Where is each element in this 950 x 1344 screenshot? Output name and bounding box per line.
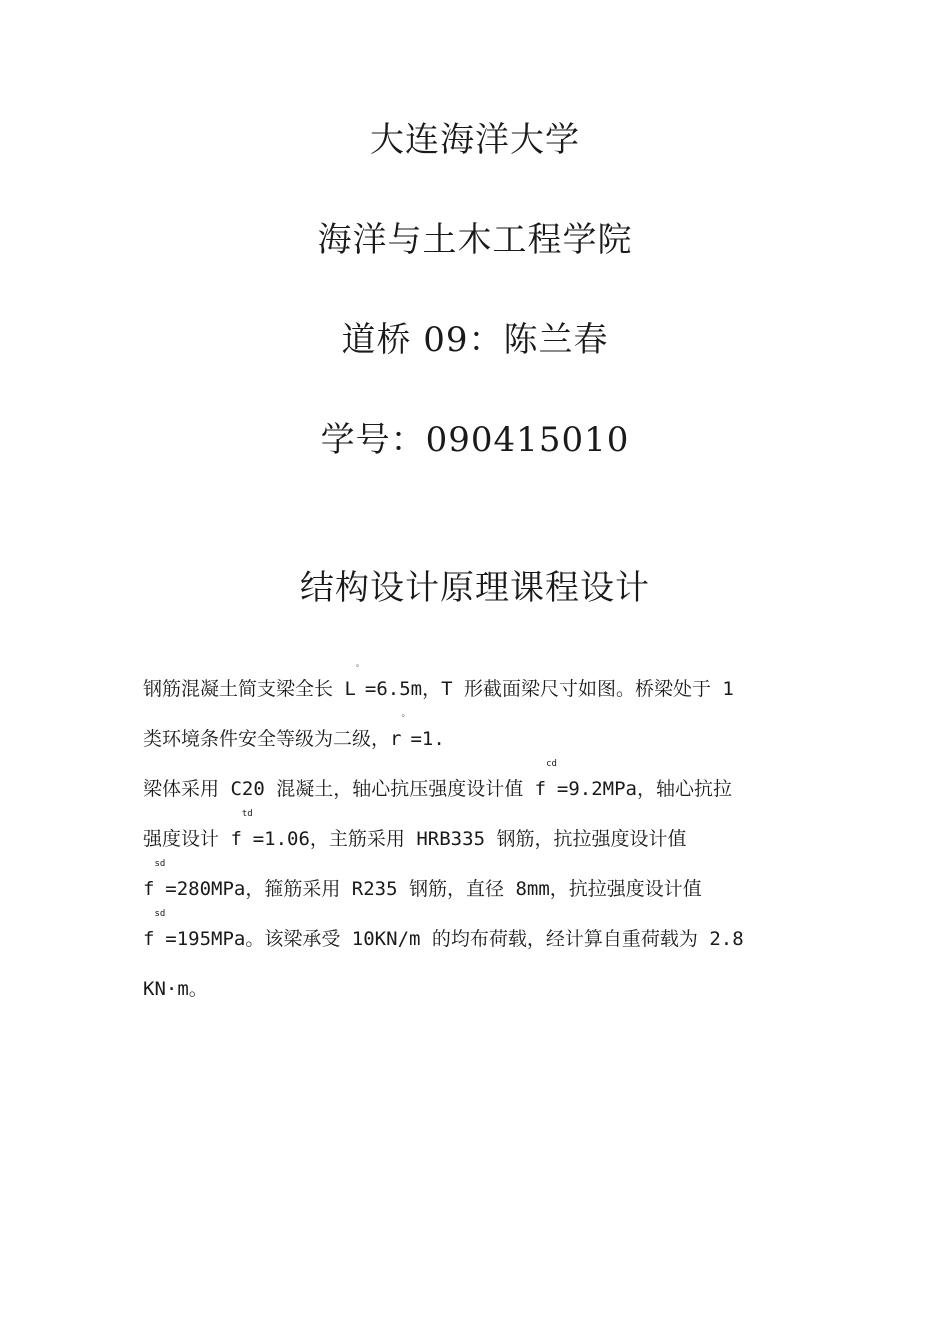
- problem-text: =1.: [410, 728, 445, 750]
- problem-text: =6.5m，T 形截面梁尺寸如图。桥梁处于 1: [364, 678, 734, 700]
- problem-statement: [143, 659, 807, 1014]
- university-name: 大连海洋大学: [370, 120, 580, 160]
- problem-line-2: [143, 709, 807, 764]
- problem-text: 强度设计 f: [143, 828, 242, 850]
- problem-text: =9.2MPa，轴心抗拉: [556, 778, 732, 800]
- problem-text: 类环境条件安全等级为二级，r: [143, 728, 402, 750]
- problem-text: KN·m。: [143, 978, 208, 1000]
- subscript: 。: [401, 709, 411, 719]
- student-name: 道桥 09：陈兰春: [341, 320, 609, 360]
- problem-text: f: [143, 928, 155, 950]
- problem-text: 梁体采用 C20 混凝土，轴心抗压强度设计值 f: [143, 778, 547, 800]
- problem-line-1: [143, 659, 807, 714]
- student-id: 学号：090415010: [320, 420, 630, 460]
- subscript: sd: [154, 859, 166, 869]
- problem-line-3: [143, 759, 807, 814]
- subscript: sd: [154, 909, 166, 919]
- college-name: 海洋与土木工程学院: [317, 220, 633, 260]
- problem-text: =1.06，主筋采用 HRB335 钢筋，抗拉强度设计值: [252, 828, 687, 850]
- problem-text: =280MPa，箍筋采用 R235 钢筋，直径 8mm，抗拉强度设计值: [165, 878, 702, 900]
- problem-text: f: [143, 878, 155, 900]
- subscript: 。: [355, 659, 365, 669]
- problem-line-5: [143, 859, 807, 914]
- problem-text: =195MPa。该梁承受 10KN/m 的均布荷载，经计算自重荷载为 2.8: [165, 928, 744, 950]
- subscript: cd: [546, 759, 557, 769]
- problem-line-7: [143, 964, 807, 1014]
- problem-text: 钢筋混凝土简支梁全长 L: [143, 678, 356, 700]
- course-title: 结构设计原理课程设计: [300, 568, 650, 608]
- problem-line-6: [143, 909, 807, 964]
- problem-line-4: [143, 809, 807, 864]
- subscript: td: [241, 809, 253, 819]
